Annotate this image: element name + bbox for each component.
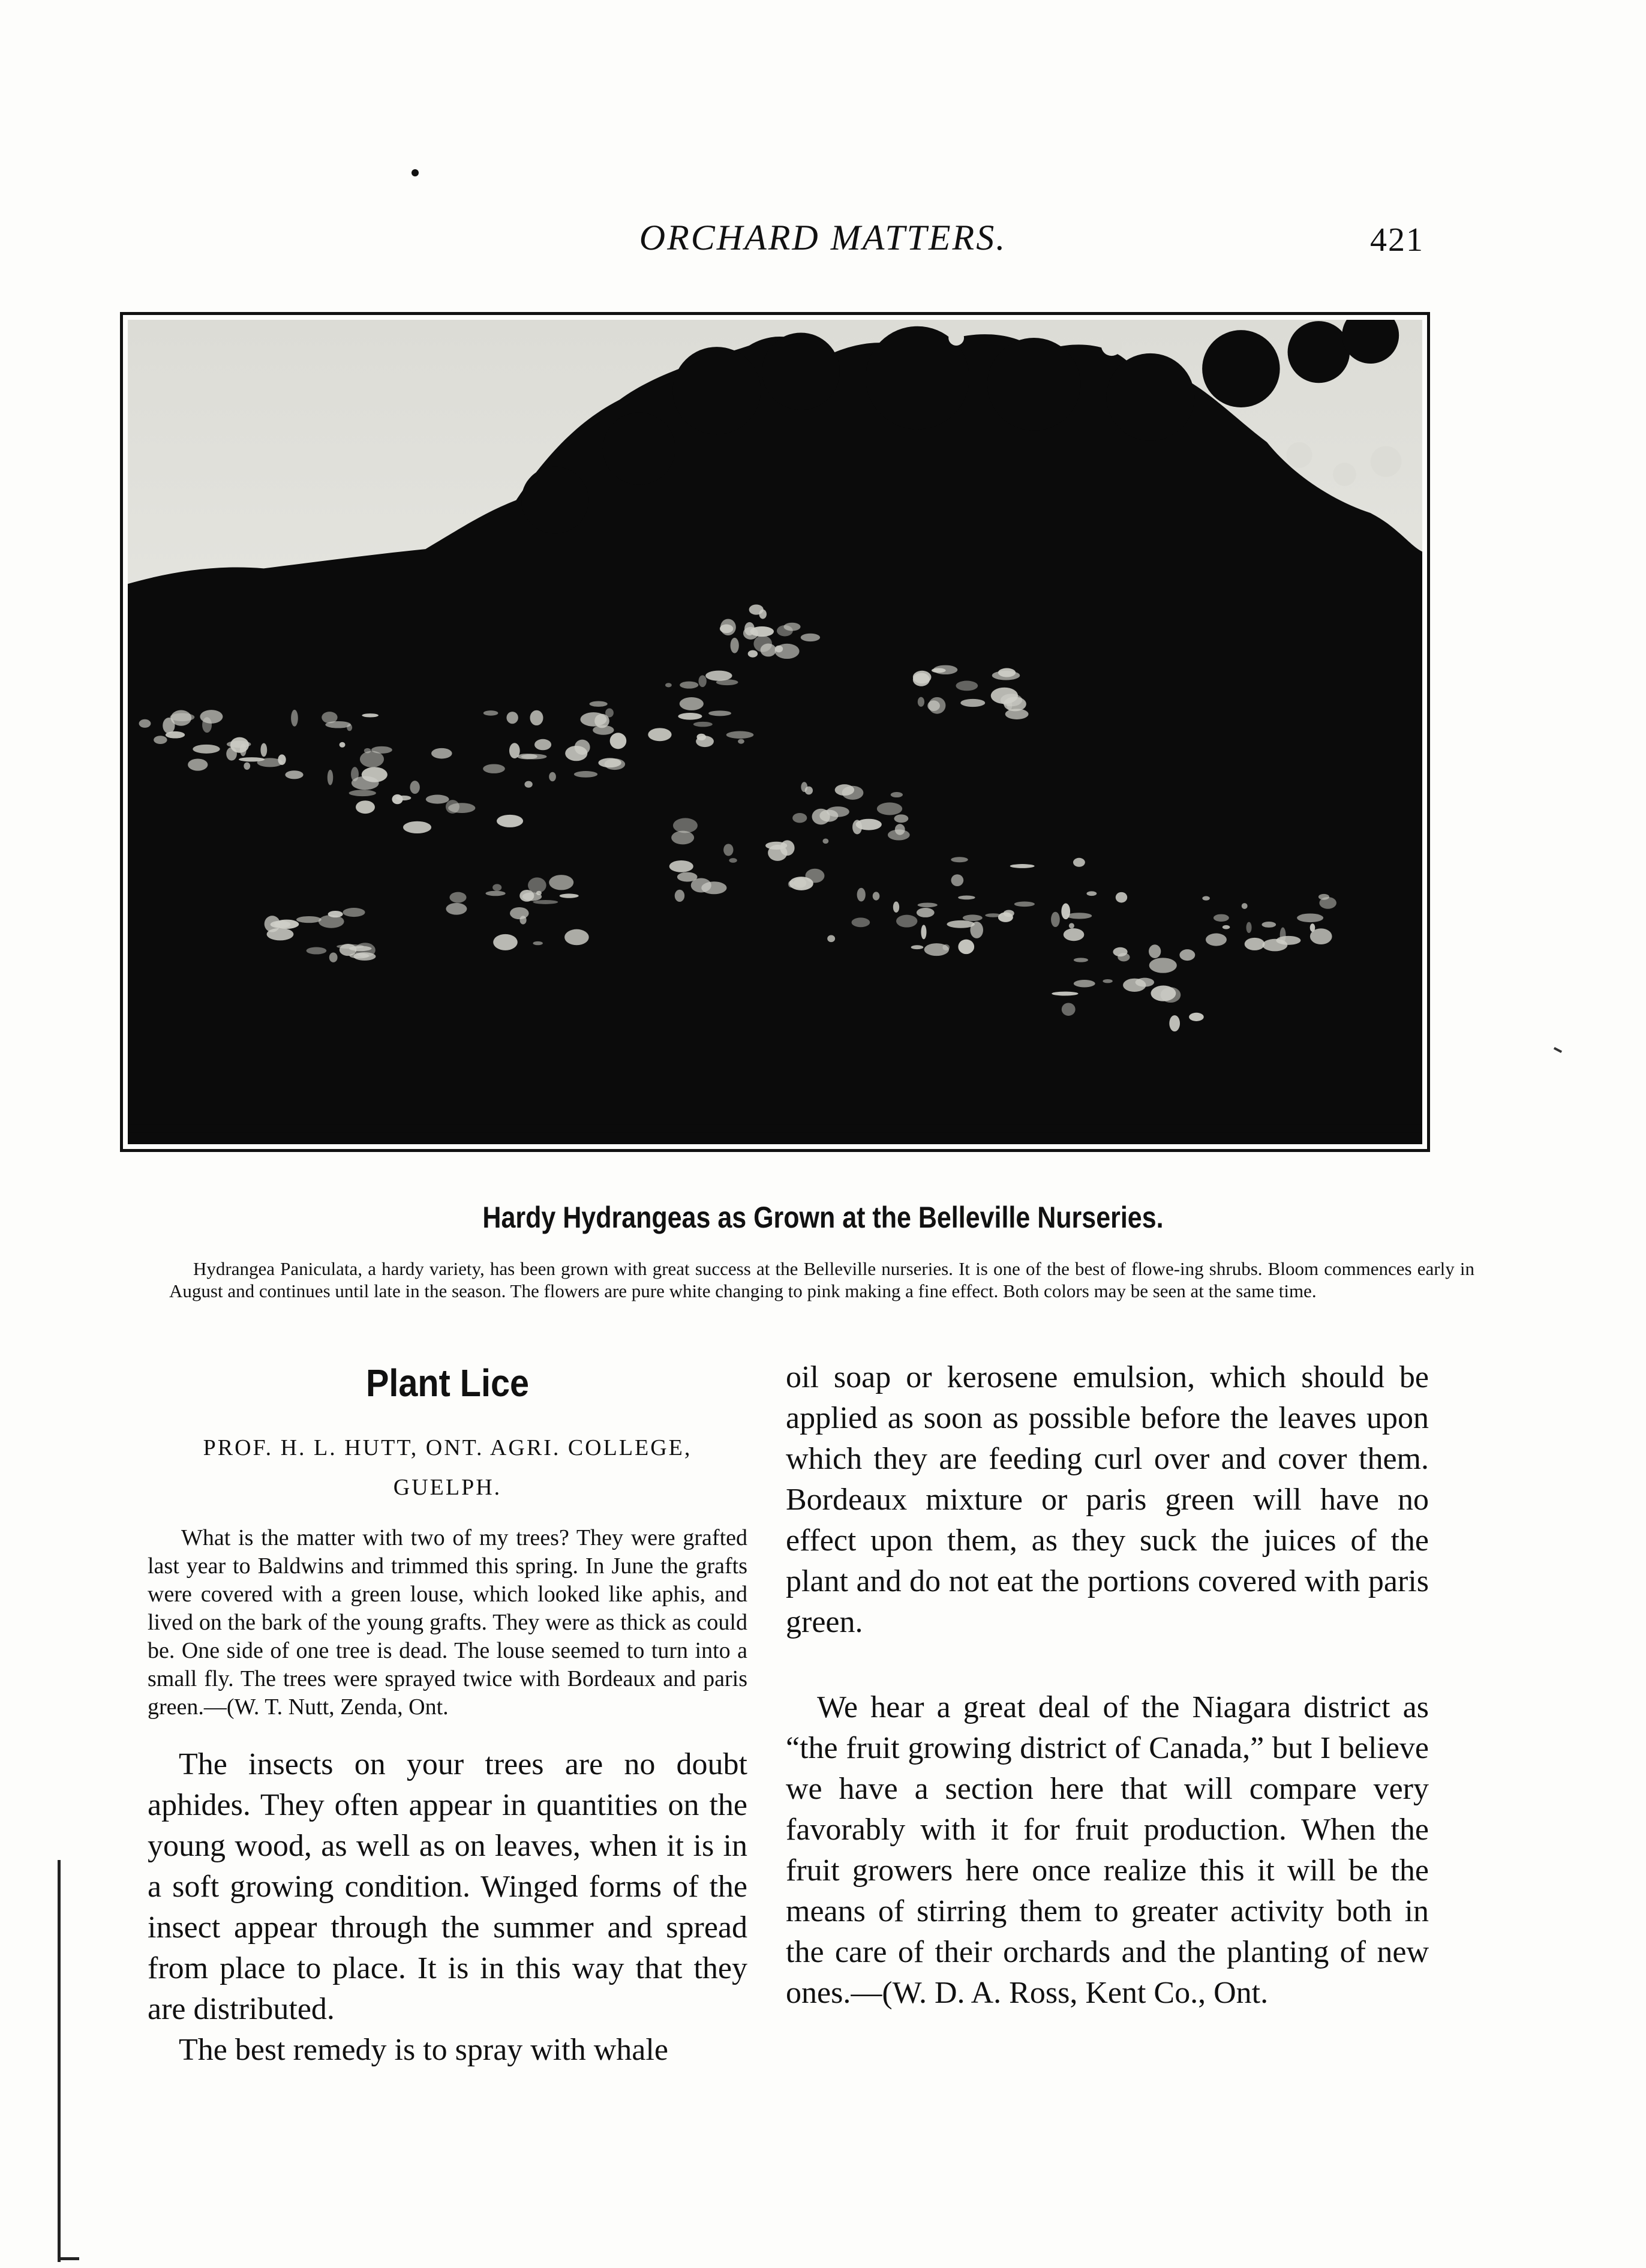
bloom-speck [449, 892, 466, 903]
bloom-speck [353, 952, 376, 961]
bloom-speck [1179, 949, 1195, 961]
answer-paragraph-1: The insects on your trees are no doubt aphides. They often appear in quantities on the young wood, as well as on leaves, when it is in a soft growing condition. Winged forms of the insect appear through the summer and spread from place to place. It is in this way that they are distributed. [148, 1747, 747, 2026]
bloom-speck [852, 820, 862, 834]
bloom-speck [777, 625, 793, 636]
bloom-speck [154, 736, 167, 744]
bloom-speck [819, 809, 838, 821]
bloom-speck [1067, 913, 1092, 919]
bloom-speck [549, 875, 573, 890]
bloom-speck [698, 675, 706, 687]
bloom-speck [426, 795, 449, 804]
bloom-speck [775, 644, 800, 659]
bloom-speck [521, 754, 547, 759]
bloom-speck [1086, 891, 1097, 896]
bloom-speck [913, 673, 930, 686]
bloom-speck [956, 681, 978, 691]
bloom-speck [991, 688, 1018, 704]
right-column [786, 1357, 1429, 2014]
bloom-speck [720, 619, 736, 635]
bloom-speck [705, 671, 732, 681]
bloom-speck [801, 782, 807, 792]
bloom-speck [329, 953, 338, 962]
running-head: ORCHARD MATTERS. [639, 218, 1007, 257]
bloom-speck [1297, 913, 1323, 922]
bloom-speck [673, 818, 698, 833]
bloom-speck [166, 731, 185, 739]
bloom-speck [1169, 1015, 1180, 1031]
bloom-speck [896, 915, 917, 928]
bloom-speck [857, 888, 866, 902]
bloom-speck [1242, 903, 1248, 909]
bloom-speck [497, 815, 523, 827]
bloom-speck [1151, 986, 1176, 1001]
bloom-speck [680, 697, 704, 710]
bloom-speck [693, 722, 713, 727]
bloom-speck [226, 747, 237, 760]
bloom-speck [731, 638, 739, 653]
bloom-speck [171, 710, 192, 726]
bloom-speck [1202, 896, 1210, 901]
bloom-speck [360, 751, 384, 767]
bloom-speck [392, 794, 403, 804]
bloom-speck [918, 697, 924, 707]
bloom-speck [963, 914, 983, 921]
bloom-speck [675, 890, 684, 902]
bloom-speck [1214, 914, 1229, 922]
bloom-speck [362, 713, 379, 717]
bloom-speck [564, 929, 589, 946]
bloom-speck [1149, 958, 1177, 973]
bloom-speck [678, 713, 702, 720]
answer-paragraph-2-start: The best remedy is to spray with whale [179, 2033, 668, 2067]
bloom-speck [533, 900, 558, 904]
bloom-speck [753, 635, 772, 652]
bloom-speck [1113, 947, 1127, 956]
bloom-speck [992, 671, 1020, 680]
bloom-speck [534, 739, 551, 750]
bloom-speck [446, 800, 459, 814]
bloom-speck [193, 745, 220, 754]
bloom-speck [671, 831, 694, 845]
margin-rule [58, 1860, 61, 2262]
bloom-speck [483, 710, 498, 716]
bloom-speck [1206, 934, 1227, 946]
left-column [148, 1357, 747, 2071]
bloom-speck [340, 742, 346, 748]
bloom-speck [610, 733, 627, 749]
bloom-speck [765, 842, 787, 850]
bloom-speck [1310, 923, 1315, 932]
bloom-speck [483, 764, 505, 773]
bloom-speck [691, 878, 711, 892]
bloom-speck [1149, 944, 1161, 958]
bloom-speck [1010, 864, 1035, 868]
bloom-speck [1051, 912, 1060, 927]
bloom-speck [257, 758, 283, 767]
bloom-speck [1319, 897, 1336, 909]
bloom-speck [605, 758, 626, 770]
bloom-speck [1073, 858, 1085, 867]
bloom-speck [575, 740, 590, 755]
bloom-speck [932, 668, 946, 673]
reader-question: What is the matter with two of my trees? They were grafted last year to Baldwins and trimmed this spring. In June the grafts were covered with a green louse, which looked like aphis, and lived on the bark of the young grafts. They were as thick as could be. One side of one tree is dead. The louse seemed to turn into a small fly. The trees were sprayed twice with Bordeaux and paris green.—(W. T. Nutt, Zenda, Ont. [148, 1525, 747, 1720]
bloom-speck [723, 844, 733, 856]
bloom-speck [356, 800, 375, 814]
bloom-speck [748, 650, 758, 658]
bloom-speck [349, 790, 376, 796]
bloom-speck [1123, 979, 1146, 992]
margin-rule-foot [58, 2257, 79, 2260]
bloom-speck [929, 697, 945, 714]
bloom-speck [669, 860, 693, 872]
bloom-speck [985, 913, 1001, 917]
bloom-speck [325, 721, 351, 728]
bloom-speck [891, 792, 903, 797]
bloom-speck [352, 776, 379, 790]
ink-speck [1554, 1047, 1562, 1053]
printer-mark [412, 169, 419, 176]
bloom-speck [917, 908, 935, 917]
bloom-speck [893, 902, 899, 913]
bloom-speck [801, 634, 820, 641]
bloom-speck [431, 748, 452, 759]
bloom-speck [328, 770, 333, 785]
figure-caption-title: Hardy Hydrangeas as Grown at the Belleville Nurseries. [482, 1201, 1164, 1234]
bloom-speck [560, 893, 579, 898]
bloom-speck [291, 710, 298, 727]
bloom-speck [1116, 892, 1127, 903]
bloom-speck [960, 699, 985, 707]
bloom-speck [492, 884, 501, 891]
bloom-speck [485, 891, 505, 896]
bloom-speck [958, 895, 975, 899]
bloom-speck [188, 758, 208, 770]
bloom-speck [911, 945, 924, 949]
bloom-speck [274, 920, 299, 929]
bloom-speck [788, 881, 794, 888]
byline-line-1: PROF. H. L. HUTT, ONT. AGRI. COLLEGE, [203, 1435, 692, 1460]
bloom-speck [822, 839, 828, 844]
bloom-speck [349, 946, 372, 952]
bloom-speck [410, 781, 419, 794]
bloom-speck [1062, 1003, 1076, 1015]
bloom-speck [574, 771, 597, 778]
bloom-speck [738, 739, 744, 744]
bloom-speck [1189, 1013, 1204, 1021]
bloom-speck [1064, 928, 1085, 941]
bloom-speck [506, 712, 518, 724]
figure-caption-body: Hydrangea Paniculata, a hardy variety, has been grown with great success at the Belleville nurseries. It is one of the best of flowe-ing shrubs. Bloom commences early in August and continues until late in the season. The flowers are pure white changing to pink making a fine effect. Both colors may be seen at the same time. [169, 1258, 1474, 1301]
bloom-speck [533, 941, 542, 945]
bloom-speck [1069, 923, 1074, 928]
bloom-speck [202, 717, 212, 733]
bloom-speck [524, 781, 532, 788]
bloom-speck [708, 710, 731, 716]
bloom-speck [894, 814, 909, 823]
bloom-speck [1103, 979, 1112, 983]
page-number: 421 [1370, 221, 1424, 259]
bloom-speck [1074, 980, 1095, 987]
bloom-speck [888, 830, 910, 841]
bloom-speck [1004, 910, 1014, 917]
byline-line-2: GUELPH. [393, 1475, 502, 1500]
bloom-speck [260, 743, 267, 757]
bloom-speck [510, 907, 529, 919]
bloom-speck [285, 770, 303, 779]
bloom-speck [1246, 922, 1252, 933]
bloom-speck [509, 743, 520, 758]
bloom-speck [835, 784, 854, 796]
bloom-speck [1052, 992, 1078, 996]
bloom-speck [648, 728, 671, 741]
bloom-speck [873, 892, 880, 900]
bloom-speck [759, 610, 767, 619]
bloom-speck [244, 762, 250, 769]
bloom-speck [446, 903, 467, 915]
bloom-speck [1014, 902, 1035, 907]
bloom-speck [328, 911, 343, 917]
bloom-speck [519, 890, 534, 902]
bloom-speck [530, 710, 543, 725]
byline [148, 1428, 747, 1507]
bloom-speck [726, 731, 754, 738]
bloom-speck [958, 940, 974, 954]
bloom-speck [921, 925, 926, 939]
photo-image [128, 320, 1422, 1144]
bloom-speck [1074, 958, 1088, 962]
bloom-speck [1262, 939, 1287, 952]
bloom-speck [403, 821, 431, 833]
bloom-speck [877, 802, 902, 815]
bloom-speck [493, 934, 518, 950]
bloom-speck [665, 683, 672, 687]
bloom-speck [827, 935, 835, 943]
bloom-speck [307, 947, 327, 955]
bloom-speck [590, 701, 608, 706]
bloom-speck [1245, 938, 1265, 950]
bloom-speck [947, 920, 975, 928]
bloom-speck [1223, 925, 1230, 929]
article-title: Plant Lice [365, 1361, 530, 1405]
bloom-speck [594, 714, 609, 728]
hydrangea-photograph [120, 312, 1430, 1152]
bloom-speck [744, 622, 755, 635]
bloom-speck [1261, 922, 1276, 928]
bloom-speck [139, 719, 151, 728]
bloom-speck [343, 908, 365, 917]
bloom-speck [680, 682, 698, 689]
bloom-speck [951, 874, 963, 886]
bloom-speck [918, 902, 938, 907]
bloom-speck [852, 917, 870, 927]
bloom-speck [970, 922, 983, 938]
bloom-speck [296, 916, 322, 923]
bloom-speck [696, 736, 714, 747]
bloom-speck [549, 772, 556, 781]
bloom-speck [942, 944, 950, 950]
letter-paragraph: We hear a great deal of the Niagara district as “the fruit growing district of Canada,” but I believe we have a section here that will compare very favorably with it for fruit production. When the fruit growers here once realize this it will be the means of stirring them to greater activity both in the care of their orchards and the planting of new ones.—(W. D. A. Ross, Kent Co., Ont. [786, 1690, 1429, 2010]
answer-paragraph-2-continued: oil soap or kerosene emulsion, which should be applied as soon as possible before the leaves upon which they are feeding curl over and cover them. Bordeaux mixture or paris green will have no effect upon them, as they suck the juices of the plant and do not eat the portions covered with paris green. [786, 1360, 1429, 1639]
bloom-speck [951, 857, 968, 862]
bloom-speck [716, 679, 738, 685]
bloom-speck [729, 858, 737, 863]
bloom-speck [792, 813, 807, 823]
